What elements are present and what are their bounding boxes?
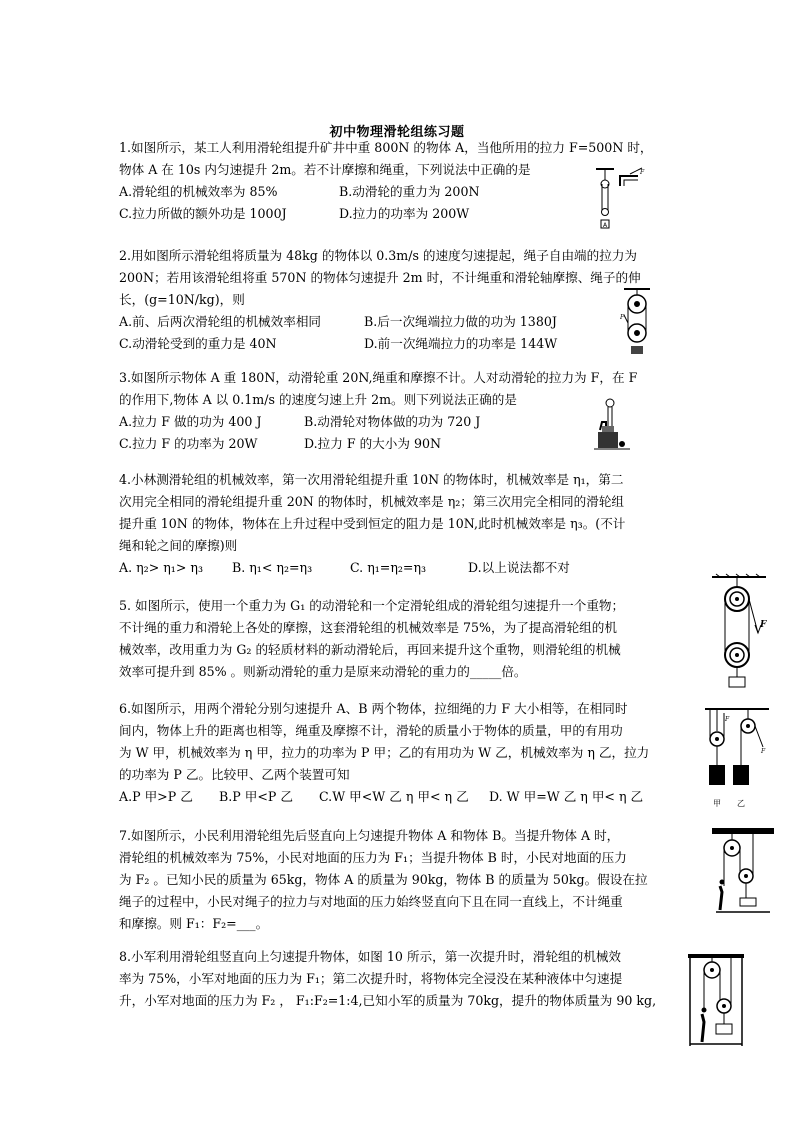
question-text: 绳子的过程中，小民对绳子的拉力与对地面的压力始终竖直向下且在同一直线上，不计绳重 <box>119 894 623 909</box>
question-text: 率为 75%，小军对地面的压力为 F₁；第二次提升时，将物体完全浸没在某种液体中匀速提 <box>119 971 623 986</box>
pulley-figure-5 <box>708 573 770 691</box>
question-text: 提升重 10N 的物体，物体在上升过程中受到恒定的阻力是 10N,此时机械效率是 η₃。(不计 <box>119 516 626 531</box>
option-c: C.拉力所做的额外功是 1000J <box>119 206 287 221</box>
question-text: 械效率，改用重力为 G₂ 的轻质材料的新动滑轮后，再回来提升这个重物，则滑轮组的机械 <box>119 642 621 657</box>
question-text: 3.如图所示物体 A 重 180N，动滑轮重 20N,绳重和摩擦不计。人对动滑轮的拉力为 F，在 F <box>119 370 638 385</box>
question-6 <box>119 698 675 808</box>
question-7 <box>119 825 675 935</box>
question-text: 物体 A 在 10s 内匀速提升 2m。若不计摩擦和绳重，下列说法中正确的是 <box>119 162 531 177</box>
option-a: A.滑轮组的机械效率为 85% <box>119 184 278 199</box>
option-b: B.动滑轮的重力为 200N <box>339 184 480 199</box>
pulley-figure-7 <box>710 826 776 918</box>
option-c: C.W 甲<W 乙 η 甲< η 乙 <box>319 789 469 804</box>
question-text: 间内，物体上升的距离也相等，绳重及摩擦不计，滑轮的质量小于物体的质量，甲的有用功 <box>119 723 623 738</box>
question-text: 7.如图所示，小民利用滑轮组先后竖直向上匀速提升物体 A 和物体 B。当提升物体 A 时， <box>119 828 620 843</box>
question-text: 为 W 甲，机械效率为 η 甲，拉力的功率为 P 甲；乙的有用功为 W 乙，机械效率为 η 乙，拉力 <box>119 745 650 760</box>
svg-text:F: F <box>761 748 766 755</box>
option-a: A.前、后两次滑轮组的机械效率相同 <box>119 314 322 329</box>
option-d: D.前一次绳端拉力的功率是 144W <box>364 336 558 351</box>
question-text: 不计绳的重力和滑轮上各处的摩擦，这套滑轮组的机械效率是 75%，为了提高滑轮组的机 <box>119 620 617 635</box>
question-text: 1.如图所示，某工人利用滑轮组提升矿井中重 800N 的物体 A，当他所用的拉力 F=500N 时， <box>119 140 653 155</box>
option-b: B.P 甲<P 乙 <box>219 789 293 804</box>
question-4 <box>119 469 675 579</box>
pulley-figure-6 <box>703 703 773 813</box>
question-text: 5. 如图所示，使用一个重力为 G₁ 的动滑轮和一个定滑轮组成的滑轮组匀速提升一个重物； <box>119 598 625 613</box>
question-1 <box>119 137 675 225</box>
label-jia: 甲 <box>713 799 721 808</box>
svg-text:F: F <box>620 314 625 321</box>
svg-text:A: A <box>603 222 608 229</box>
option-a: A.P 甲>P 乙 <box>119 789 193 804</box>
pulley-figure-8 <box>684 952 748 1050</box>
question-text: 滑轮组的机械效率为 75%，小民对地面的压力为 F₁；当提升物体 B 时，小民对地面的压力 <box>119 850 627 865</box>
question-text: 长，(g=10N/kg)，则 <box>119 292 245 307</box>
option-d: D.拉力的功率为 200W <box>339 206 470 221</box>
question-text: 升，小军对地面的压力为 F₂ ， F₁:F₂=1:4,已知小军的质量为 70kg，提升的物体质量为 90 kg, <box>119 993 657 1008</box>
question-text: 2.用如图所示滑轮组将质量为 48kg 的物体以 0.3m/s 的速度匀速提起，绳子自由端的拉力为 <box>119 248 638 263</box>
option-d: D. W 甲=W 乙 η 甲< η 乙 <box>489 789 644 804</box>
question-text: 效率可提升到 85% 。则新动滑轮的重力是原来动滑轮的重力的_____倍。 <box>119 664 527 679</box>
option-c: C. η₁=η₂=η₃ <box>350 560 427 575</box>
question-text: 次用完全相同的滑轮组提升重 20N 的物体时，机械效率是 η₂；第三次用完全相同的滑轮组 <box>119 494 625 509</box>
question-text: 绳和轮之间的摩擦)则 <box>119 538 238 553</box>
question-text: 的作用下,物体 A 以 0.1m/s 的速度匀速上升 2m。则下列说法正确的是 <box>119 392 517 407</box>
option-d: D.拉力 F 的大小为 90N <box>304 436 442 451</box>
option-b: B.动滑轮对物体做的功为 720 J <box>304 414 481 429</box>
question-text: 200N；若用该滑轮组将重 570N 的物体匀速提升 2m 时，不计绳重和滑轮轴摩擦、绳子的伸 <box>119 270 641 285</box>
question-2 <box>119 245 675 355</box>
question-text: 6.如图所示，用两个滑轮分别匀速提升 A、B 两个物体，拉细绳的力 F 大小相等，在相同时 <box>119 701 628 716</box>
option-a: A.拉力 F 做的功为 400 J <box>119 414 262 429</box>
question-5 <box>119 595 675 683</box>
page-title: 初中物理滑轮组练习题 <box>329 125 465 140</box>
pulley-figure-2 <box>620 287 654 357</box>
option-c: C.拉力 F 的功率为 20W <box>119 436 258 451</box>
question-text: 为 F₂ 。已知小民的质量为 65kg，物体 A 的质量为 90kg，物体 B 的质量为 50kg。假设在拉 <box>119 872 648 887</box>
question-text: 4.小林测滑轮组的机械效率，第一次用滑轮组提升重 10N 的物体时，机械效率是 η₁，第二 <box>119 472 624 487</box>
option-c: C.动滑轮受到的重力是 40N <box>119 336 277 351</box>
question-text: 8.小军利用滑轮组竖直向上匀速提升物体，如图 10 所示，第一次提升时，滑轮组的机械效 <box>119 949 622 964</box>
option-b: B. η₁< η₂=η₃ <box>232 560 313 575</box>
svg-text:F: F <box>760 620 767 630</box>
label-yi: 乙 <box>737 799 745 808</box>
option-d: D.以上说法都不对 <box>468 560 570 575</box>
option-a: A. η₂> η₁> η₃ <box>119 560 203 575</box>
question-8 <box>119 946 675 1012</box>
option-b: B.后一次绳端拉力做的功为 1380J <box>364 314 557 329</box>
svg-text:F: F <box>725 716 730 723</box>
svg-text:F: F <box>640 169 645 176</box>
question-text: 的功率为 P 乙。比较甲、乙两个装置可知 <box>119 767 350 782</box>
pulley-figure-3 <box>592 396 632 452</box>
pulley-figure-1 <box>594 166 646 234</box>
question-text: 和摩擦。则 F₁：F₂=___。 <box>119 916 269 931</box>
